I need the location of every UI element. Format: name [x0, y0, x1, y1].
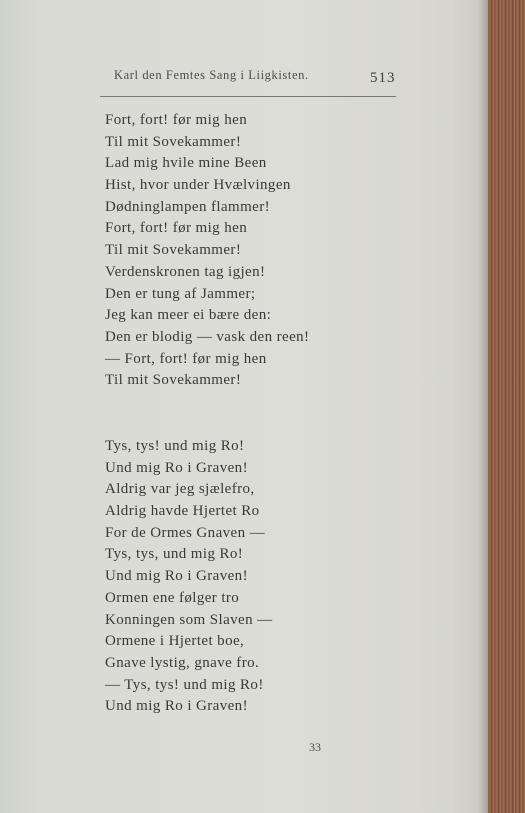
- poem-line: Til mit Sovekammer!: [105, 133, 242, 150]
- poem-line: Und mig Ro i Graven!: [105, 568, 248, 585]
- poem-line: Und mig Ro i Graven!: [105, 459, 248, 476]
- poem-line: Gnave lystig, gnave fro.: [105, 654, 260, 671]
- poem-line: Jeg kan meer ei bære den:: [105, 307, 272, 324]
- page-edges: [488, 0, 525, 813]
- poem-line: Den er tung af Jammer;: [105, 285, 256, 302]
- poem-line: Ormene i Hjertet boe,: [105, 633, 245, 650]
- poem-line: Und mig Ro i Graven!: [105, 698, 248, 715]
- poem-line: Hist, hvor under Hvælvingen: [105, 177, 291, 194]
- poem-line: Aldrig havde Hjertet Ro: [105, 503, 260, 520]
- stanza-2: [105, 436, 273, 718]
- poem-line: — Fort, fort! før mig hen: [105, 350, 267, 367]
- poem-line: For de Ormes Gnaven —: [105, 524, 266, 541]
- poem-line: Den er blodig — vask den reen!: [105, 328, 310, 345]
- poem-line: Konningen som Slaven —: [105, 611, 273, 628]
- signature-mark: 33: [309, 740, 321, 754]
- poem-line: Fort, fort! før mig hen: [105, 112, 248, 128]
- poem-line: Ormen ene følger tro: [105, 589, 240, 606]
- poem-line: Til mit Sovekammer!: [105, 242, 242, 259]
- running-title: Karl den Femtes Sang i Liigkisten.: [114, 68, 309, 82]
- poem-line: Lad mig hvile mine Been: [105, 155, 267, 172]
- page-number: 513: [370, 70, 396, 86]
- running-header: [114, 66, 404, 94]
- poem-line: Tys, tys, und mig Ro!: [105, 546, 244, 563]
- stanza-1: [105, 110, 309, 392]
- poem-line: Aldrig var jeg sjælefro,: [105, 481, 255, 498]
- poem-line: Tys, tys! und mig Ro!: [105, 438, 245, 454]
- poem-line: Dødninglampen flammer!: [105, 198, 271, 215]
- poem-line: — Tys, tys! und mig Ro!: [105, 676, 264, 693]
- poem-line: Til mit Sovekammer!: [105, 372, 242, 389]
- header-rule: [100, 96, 396, 97]
- poem-line: Verdenskronen tag igjen!: [105, 263, 266, 280]
- poem-line: Fort, fort! før mig hen: [105, 220, 248, 237]
